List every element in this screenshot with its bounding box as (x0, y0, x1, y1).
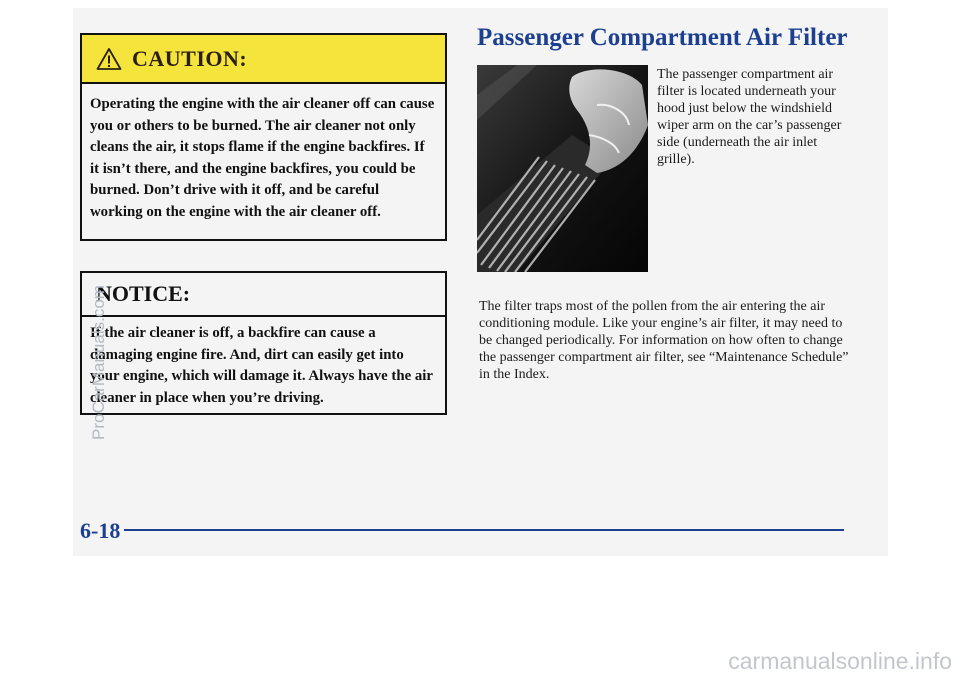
filter-location-text: The passenger compartment air filter is located underneath your hood just below the windshield wiper arm on the car’s passenger side (underneath the air inlet grille). (657, 67, 842, 167)
notice-title: NOTICE: (96, 281, 191, 306)
section-title: Passenger Compartment Air Filter (477, 24, 848, 51)
side-watermark (86, 0, 112, 440)
filter-description-text: The filter traps most of the pollen from the air entering the air conditioning module. Like your engine’s air filter, it may need to be changed periodically. For information on how often to change the passenger compartment air filter, see “Maintenance Schedule” in the Index. (479, 299, 849, 382)
caution-header (82, 35, 445, 84)
side-watermark-text: ProCarManuals.com (89, 285, 108, 440)
notice-header (82, 273, 445, 317)
caution-title: CAUTION: (132, 45, 248, 71)
notice-text: If the air cleaner is off, a backfire can cause a damaging engine fire. And, dirt can easily get into your engine, which will damage it. Always have the air cleaner in place when you’re driving. (90, 325, 433, 406)
caution-box (80, 33, 447, 241)
footer-rule (124, 529, 844, 531)
page-number: 6-18 (80, 518, 121, 543)
notice-box (80, 271, 447, 415)
bottom-watermark: carmanualsonline.info (728, 648, 952, 674)
caution-text: Operating the engine with the air cleaner off can cause you or others to be burned. The air cleaner not only cleans the air, it stops flame if the engine backfires. If it isn’t there, and the engine backfires, you could be burned. Don’t drive with it off, and be careful working on the engine with the air cleaner off. (90, 96, 435, 220)
air-filter-photo (477, 65, 648, 272)
